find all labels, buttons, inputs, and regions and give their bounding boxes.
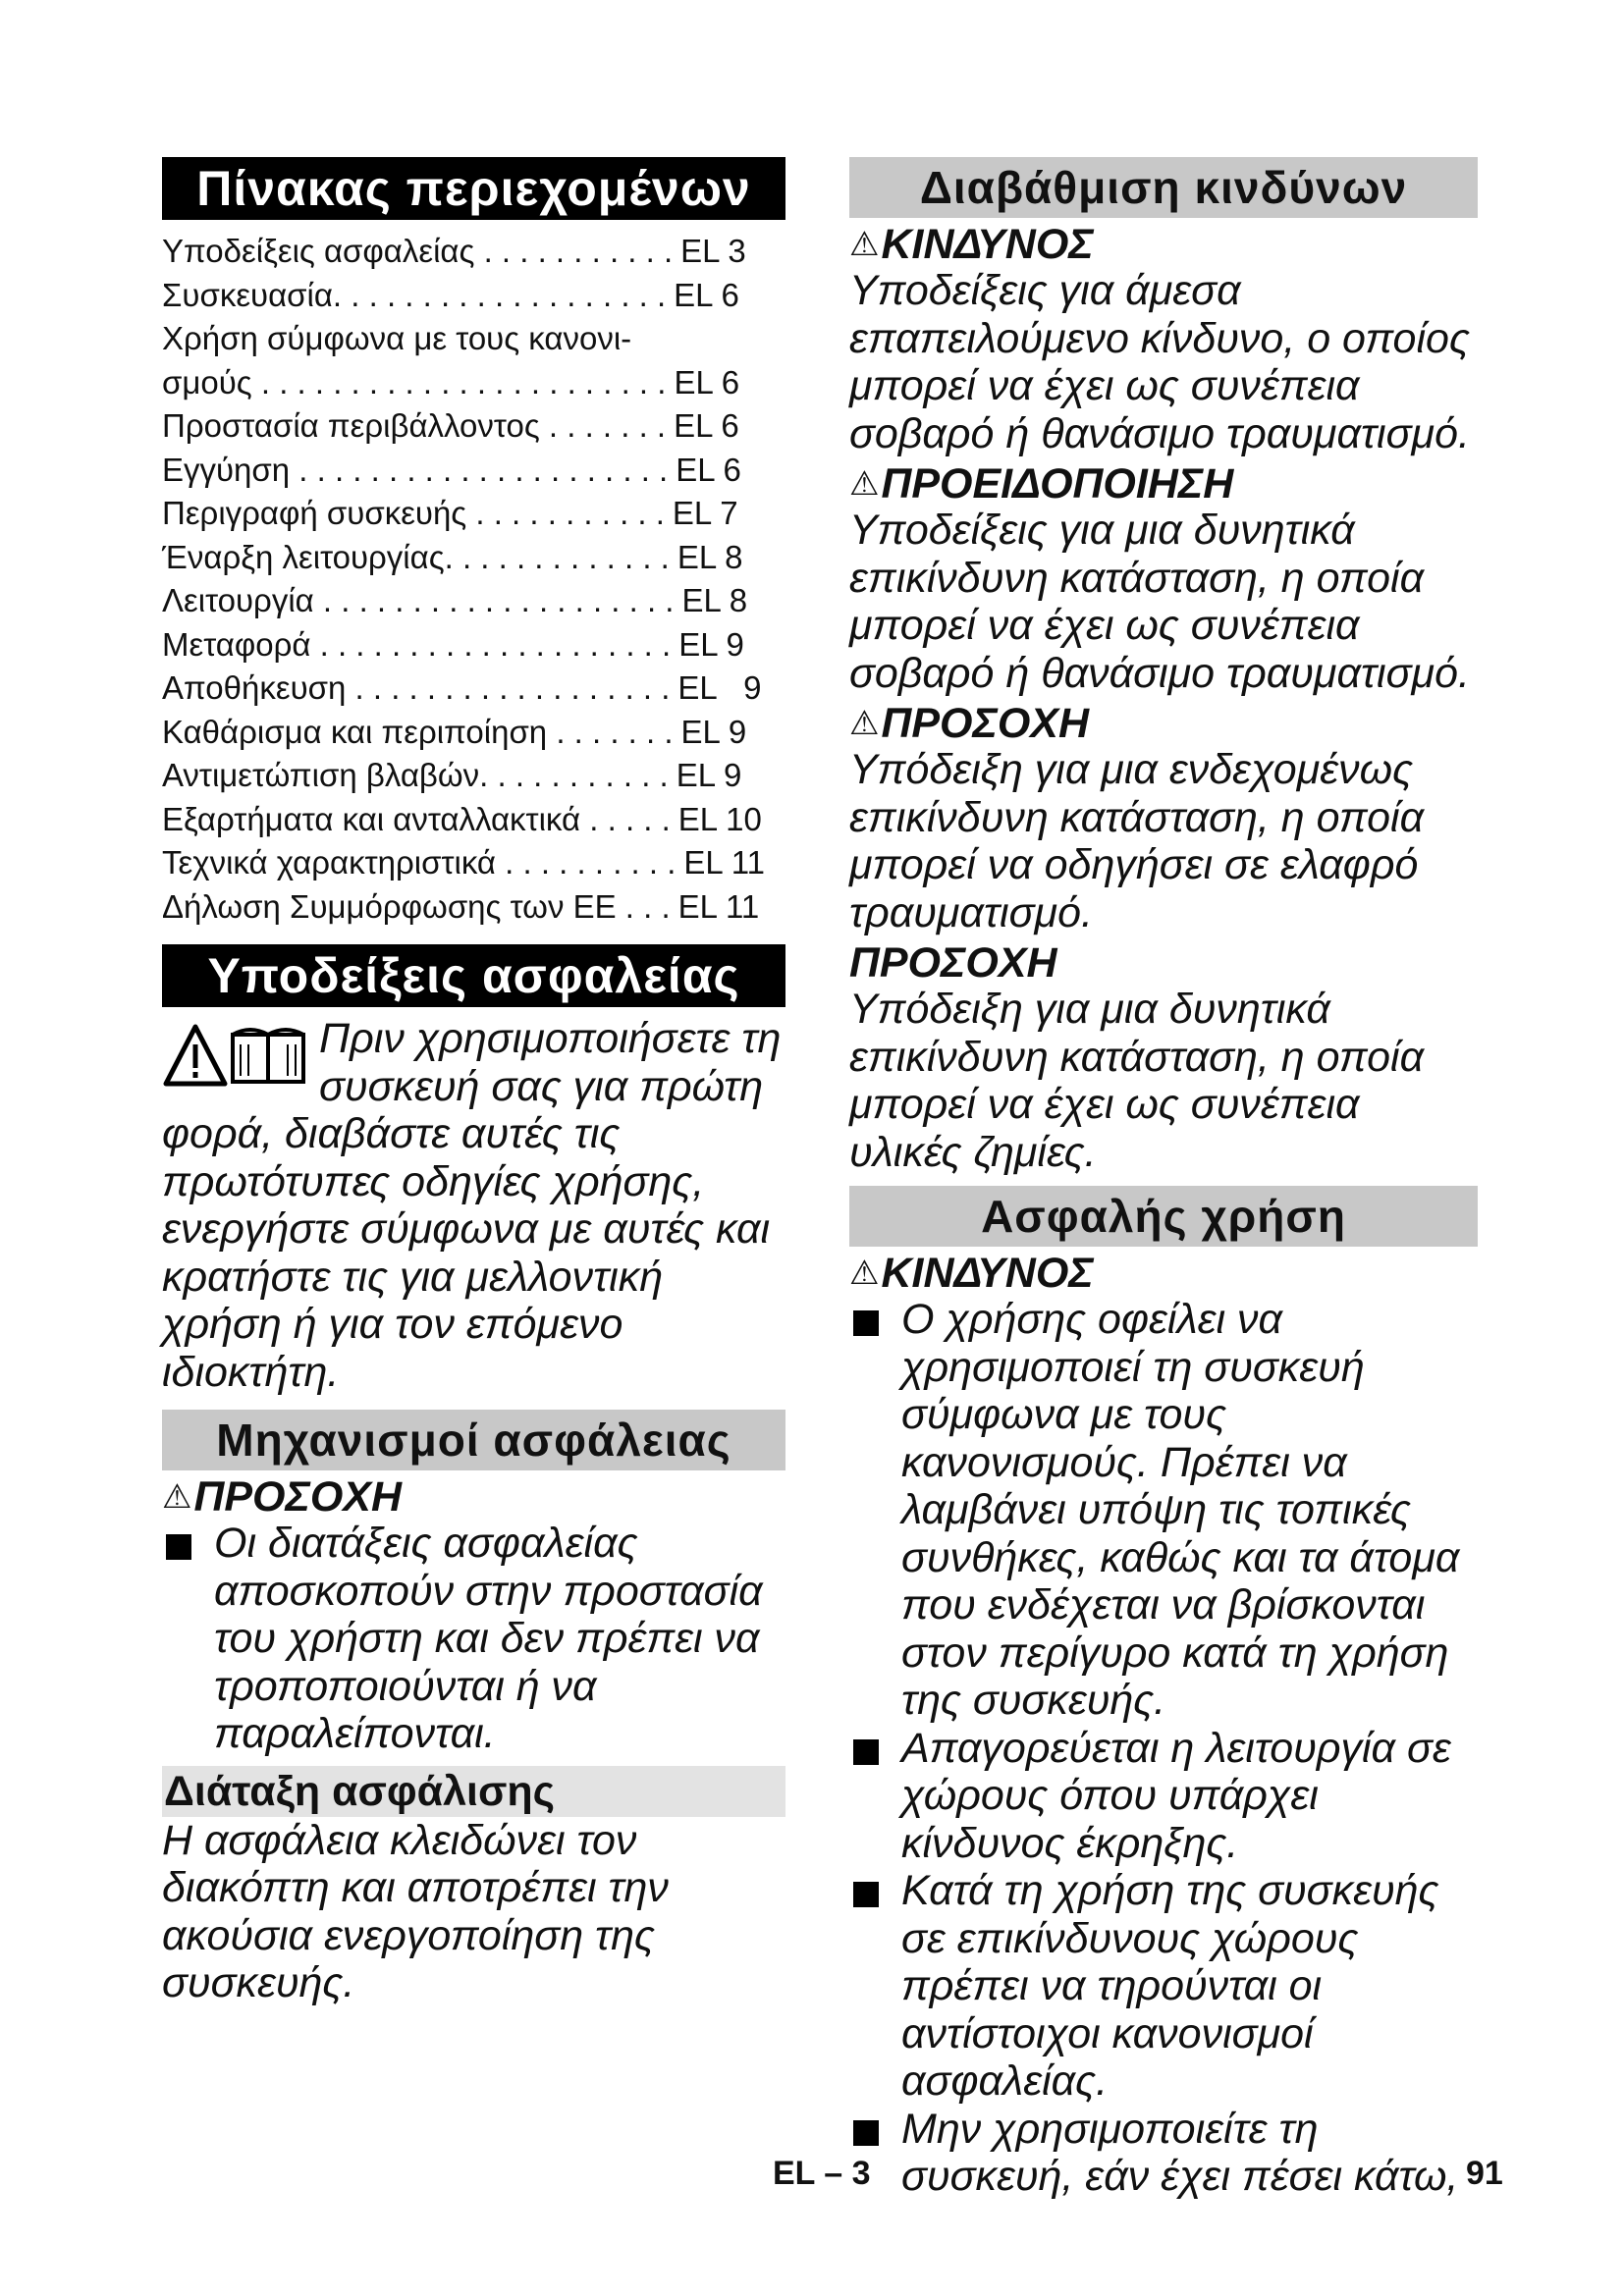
hazard-level-text: Υποδείξεις για άμεσα επαπειλούμενο κίνδυνο, ο οποίος μπορεί να έχει ως συνέπεια σοβαρό ή θανάσιμο τραυματισμό. bbox=[849, 267, 1470, 457]
hazard-heading: Διαβάθμιση κινδύνων bbox=[849, 157, 1478, 218]
safety-intro bbox=[162, 1015, 785, 1396]
hazard-level-label bbox=[849, 461, 1478, 507]
toc-item-text: σμούς . . . . . . . . . . . . . . . . . . . . . . . bbox=[162, 363, 667, 400]
toc-item-page: EL 9 bbox=[676, 757, 742, 793]
warning-manual-icon bbox=[162, 1021, 309, 1092]
toc-item bbox=[162, 885, 785, 930]
toc-item-text: Λειτουργία . . . . . . . . . . . . . . . . . . . . bbox=[162, 582, 675, 618]
mechanisms-heading: Μηχανισμοί ασφάλειας bbox=[162, 1410, 785, 1470]
toc-item-text: Αντιμετώπιση βλαβών. . . . . . . . . . . bbox=[162, 757, 669, 793]
toc-item-page: EL 6 bbox=[674, 363, 740, 400]
footer-lang-page: EL – 3 bbox=[773, 2155, 871, 2192]
hazard-level-label-text: ΠΡΟΣΟΧΗ bbox=[849, 939, 1057, 987]
hazard-levels bbox=[849, 222, 1478, 1176]
toc-item-page: EL 8 bbox=[681, 582, 748, 618]
toc-item-page: EL 9 bbox=[680, 713, 747, 750]
list-item bbox=[162, 1520, 785, 1758]
toc-item bbox=[162, 361, 785, 405]
list-item bbox=[849, 1296, 1478, 1725]
safe-use-bullet-text: Κατά τη χρήση της συσκευής σε επικίνδυνους χώρους πρέπει να τηρούνται οι αντίστοιχοι κανονισμοί ασφαλείας. bbox=[901, 1867, 1439, 2105]
toc-item-text: Υποδείξεις ασφαλείας . . . . . . . . . . . bbox=[162, 233, 674, 269]
safety-intro-text: Πριν χρησιμοποιήσετε τη συσκευή σας για πρώτη φορά, διαβάστε αυτές τις πρωτότυπες οδηγίες χρήσης, ενεργήστε σύμφωνα με αυτές και κρατήστε τις για μελλοντική χρήση ή για τον επόμενο ιδιοκτήτη. bbox=[162, 1015, 782, 1396]
toc-item-page: EL 10 bbox=[677, 800, 762, 837]
left-column bbox=[162, 157, 785, 2007]
mechanisms-bullet-text: Οι διατάξεις ασφαλείας αποσκοπούν στην προστασία του χρήστη και δεν πρέπει να τροποποιούνται ή να παραλείπονται. bbox=[214, 1520, 763, 1757]
hazard-level-text: Υπόδειξη για μια ενδεχομένως επικίνδυνη κατάσταση, η οποία μπορεί να οδηγήσει σε ελαφρό τραυματισμό. bbox=[849, 746, 1425, 936]
toc-item bbox=[162, 798, 785, 842]
list-item bbox=[849, 2106, 1478, 2201]
toc-item bbox=[162, 536, 785, 580]
hazard-level-text: Υπόδειξη για μια δυνητικά επικίνδυνη κατάσταση, η οποία μπορεί να έχει ως συνέπεια υλικές ζημίες. bbox=[849, 986, 1425, 1176]
toc-item-page: EL 6 bbox=[674, 407, 739, 444]
toc-item bbox=[162, 317, 785, 361]
toc-item-text: Μεταφορά . . . . . . . . . . . . . . . . . . . . bbox=[162, 625, 672, 663]
warning-triangle-icon: ⚠ bbox=[849, 1255, 880, 1292]
hazard-level-label-text: ΚΙΝΔΥΝΟΣ bbox=[881, 221, 1094, 268]
toc-item-page: EL 9 bbox=[677, 669, 762, 706]
bullet-square-icon bbox=[853, 1882, 879, 1907]
toc-item-page: EL 3 bbox=[680, 233, 746, 269]
warning-triangle-icon: ⚠ bbox=[849, 226, 880, 263]
hazard-level-label-text: ΠΡΟΕΙΔΟΠΟΙΗΣΗ bbox=[881, 460, 1234, 507]
toc-item-text: Προστασία περιβάλλοντος . . . . . . . bbox=[162, 407, 667, 444]
toc-item bbox=[162, 623, 785, 667]
lock-heading: Διάταξη ασφάλισης bbox=[162, 1766, 785, 1817]
toc-item bbox=[162, 754, 785, 798]
safe-use-bullets bbox=[849, 1296, 1478, 2201]
warning-triangle-icon: ⚠ bbox=[849, 705, 880, 742]
toc-item bbox=[162, 711, 785, 755]
warning-triangle-icon: ⚠ bbox=[849, 465, 880, 503]
safe-use-warning bbox=[849, 1251, 1478, 1296]
toc-item bbox=[162, 230, 785, 274]
mechanisms-warning bbox=[162, 1474, 785, 1520]
toc-item-text: Δήλωση Συμμόρφωσης των ΕΕ . . . bbox=[162, 887, 671, 925]
safe-use-bullet-text: Ο χρήσης οφείλει να χρησιμοποιεί τη συσκευή σύμφωνα με τους κανονισμούς. Πρέπει να λαμβάνει υπόψη τις τοπικές συνθήκες, καθώς και τα άτομα που ενδέχεται να βρίσκονται στον περίγυρο κατά τη χρήση της συσκευής. bbox=[901, 1296, 1460, 1724]
safe-use-warning-label: ΚΙΝΔΥΝΟΣ bbox=[881, 1250, 1094, 1297]
list-item bbox=[849, 1867, 1478, 2106]
bullet-square-icon bbox=[853, 1739, 879, 1765]
toc-item bbox=[162, 492, 785, 536]
safe-use-heading: Ασφαλής χρήση bbox=[849, 1186, 1478, 1247]
warning-triangle-icon: ⚠ bbox=[162, 1478, 192, 1516]
toc-item-text: Εξαρτήματα και ανταλλακτικά . . . . . bbox=[162, 800, 671, 837]
list-item bbox=[849, 1725, 1478, 1868]
toc-item-text: Εγγύηση . . . . . . . . . . . . . . . . . . . . . bbox=[162, 451, 669, 488]
toc-item bbox=[162, 274, 785, 318]
intro-icons bbox=[162, 1021, 309, 1092]
bullet-square-icon bbox=[853, 2120, 879, 2146]
right-column bbox=[849, 157, 1478, 2201]
toc-item bbox=[162, 404, 785, 449]
toc-item-text: Καθάρισμα και περιποίηση . . . . . . . bbox=[162, 713, 674, 750]
bullet-square-icon bbox=[853, 1310, 879, 1336]
toc-list bbox=[162, 230, 785, 929]
toc-heading: Πίνακας περιεχομένων bbox=[162, 157, 785, 220]
toc-item-page: EL 6 bbox=[676, 451, 741, 488]
toc-item bbox=[162, 449, 785, 493]
safety-heading: Υποδείξεις ασφαλείας bbox=[162, 944, 785, 1007]
toc-item-text: Αποθήκευση . . . . . . . . . . . . . . . . . . bbox=[162, 669, 671, 706]
hazard-level-label-text: ΠΡΟΣΟΧΗ bbox=[881, 700, 1090, 747]
toc-item-text: Έναρξη λειτουργίας. . . . . . . . . . . . . bbox=[162, 538, 670, 575]
toc-item-page: EL 11 bbox=[677, 887, 760, 925]
safe-use-bullet-text: Απαγορεύεται η λειτουργία σε χώρους όπου υπάρχει κίνδυνος έκρηξης. bbox=[901, 1724, 1451, 1867]
toc-item-text: Χρήση σύμφωνα με τους κανονι- bbox=[162, 320, 632, 356]
toc-item bbox=[162, 579, 785, 623]
toc-item bbox=[162, 667, 785, 711]
mechanisms-bullets bbox=[162, 1520, 785, 1758]
toc-item-text: Τεχνικά χαρακτηριστικά . . . . . . . . . . bbox=[162, 844, 677, 881]
toc-item bbox=[162, 841, 785, 885]
toc-item-text: Συσκευασία. . . . . . . . . . . . . . . . . . . bbox=[162, 276, 667, 313]
safe-use-bullet-text: Μην χρησιμοποιείτε τη συσκευή, εάν έχει πέσει κάτω, bbox=[901, 2105, 1459, 2200]
hazard-level-label bbox=[849, 940, 1478, 986]
toc-item-page: EL 11 bbox=[683, 844, 765, 881]
toc-item-page: EL 6 bbox=[674, 276, 739, 313]
footer-page-number: 91 bbox=[1466, 2155, 1503, 2192]
hazard-level-label bbox=[849, 222, 1478, 267]
toc-item-page: EL 8 bbox=[677, 538, 743, 575]
toc-item-page: EL 7 bbox=[672, 495, 738, 531]
hazard-level-label bbox=[849, 701, 1478, 746]
mechanisms-warning-label: ΠΡΟΣΟΧΗ bbox=[193, 1473, 403, 1521]
lock-text: Η ασφάλεια κλειδώνει τον διακόπτη και αποτρέπει την ακούσια ενεργοποίηση της συσκευής. bbox=[162, 1816, 669, 2006]
toc-item-page: EL 9 bbox=[678, 625, 744, 663]
toc-item-text: Περιγραφή συσκευής . . . . . . . . . . . bbox=[162, 495, 665, 531]
hazard-level-text: Υποδείξεις για μια δυνητικά επικίνδυνη κατάσταση, η οποία μπορεί να έχει ως συνέπεια σοβαρό ή θανάσιμο τραυματισμό. bbox=[849, 507, 1470, 697]
bullet-square-icon bbox=[166, 1534, 191, 1560]
